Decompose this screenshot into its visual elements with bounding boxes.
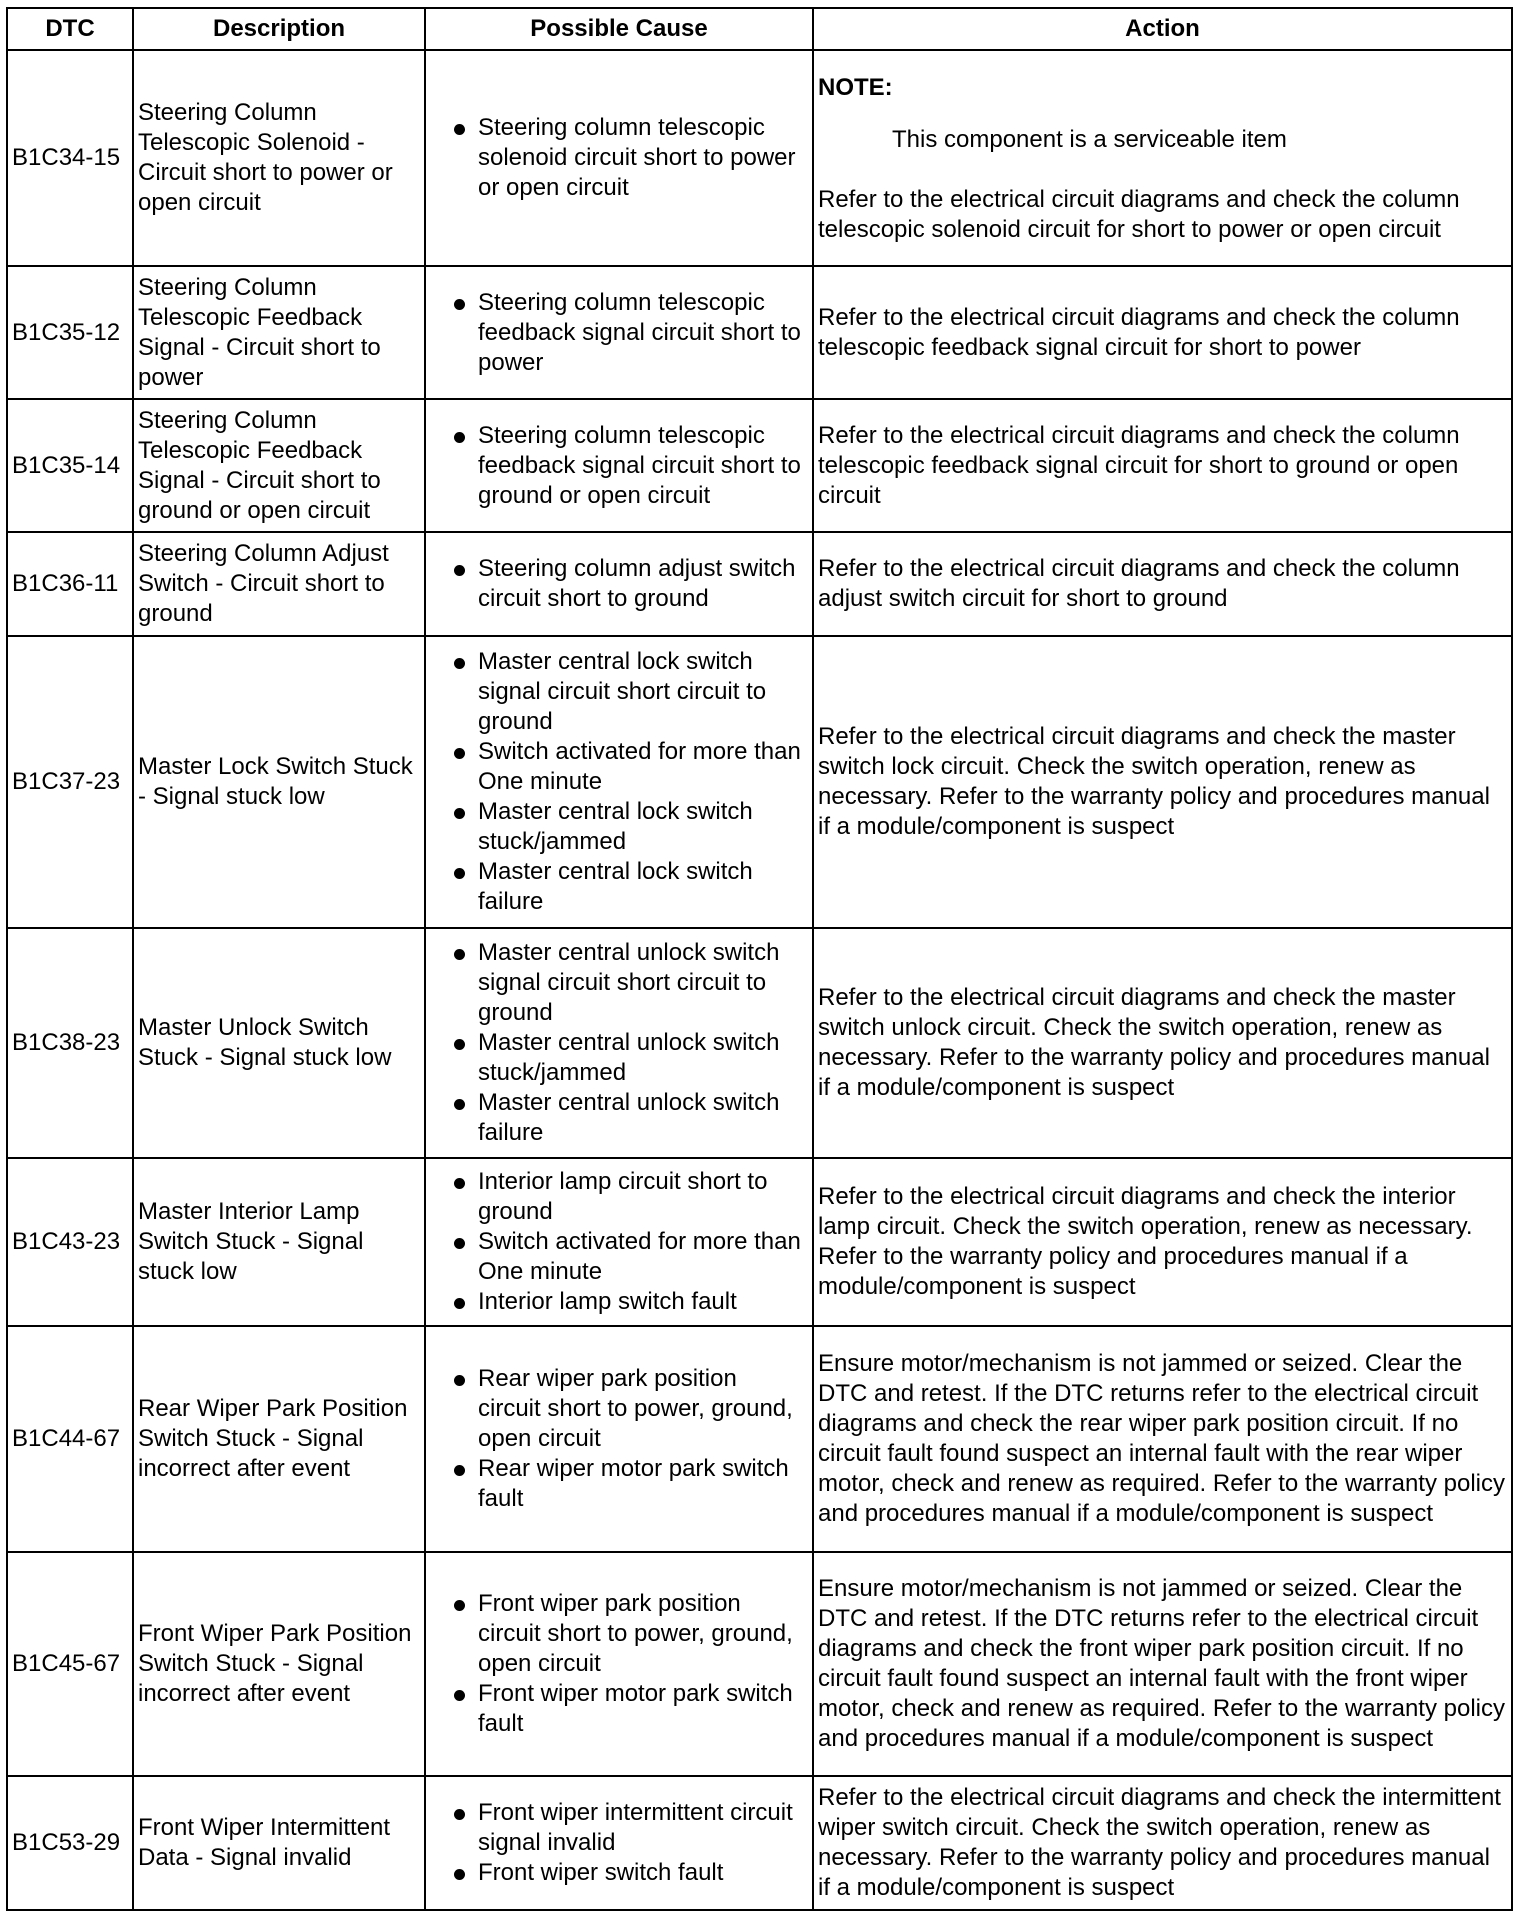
- possible-cause: [425, 266, 813, 399]
- dtc-description: Master Unlock Switch Stuck - Signal stuck low: [133, 928, 425, 1158]
- dtc-code: B1C45-67: [7, 1552, 133, 1776]
- action-text: Refer to the electrical circuit diagrams and check the column telescopic feedback signal circuit for short to power: [813, 266, 1512, 399]
- possible-cause: [425, 928, 813, 1158]
- cause-item: Rear wiper motor park switch fault: [430, 1454, 808, 1514]
- possible-cause: [425, 532, 813, 636]
- dtc-code: B1C36-11: [7, 532, 133, 636]
- bullet-icon: [454, 1869, 465, 1880]
- header-action: Action: [813, 8, 1512, 50]
- possible-cause: [425, 1326, 813, 1552]
- bullet-icon: [454, 1809, 465, 1820]
- dtc-description: Front Wiper Park Position Switch Stuck - Signal incorrect after event: [133, 1552, 425, 1776]
- dtc-table: [6, 7, 1513, 1911]
- bullet-icon: [454, 1238, 465, 1249]
- action-text: Refer to the electrical circuit diagrams and check the interior lamp circuit. Check the switch operation, renew as necessary. Refer to the warranty policy and procedures manual if a module/component is suspect: [813, 1158, 1512, 1326]
- cause-item: Front wiper park position circuit short to power, ground, open circuit: [430, 1589, 808, 1679]
- cause-item: Master central unlock switch stuck/jammed: [430, 1028, 808, 1088]
- bullet-icon: [454, 1099, 465, 1110]
- action-text: Refer to the electrical circuit diagrams and check the master switch unlock circuit. Check the switch operation, renew as necessary. Refer to the warranty policy and procedures manual if a module/component is suspect: [813, 928, 1512, 1158]
- dtc-description: Front Wiper Intermittent Data - Signal invalid: [133, 1776, 425, 1910]
- action-text: Refer to the electrical circuit diagrams and check the column adjust switch circuit for short to ground: [813, 532, 1512, 636]
- cause-item: Switch activated for more than One minute: [430, 1227, 808, 1287]
- action-text: Refer to the electrical circuit diagrams and check the column telescopic feedback signal circuit for short to ground or open circuit: [813, 399, 1512, 532]
- cause-item: Master central lock switch failure: [430, 857, 808, 917]
- dtc-description: Steering Column Telescopic Solenoid - Circuit short to power or open circuit: [133, 50, 425, 266]
- bullet-icon: [454, 868, 465, 879]
- bullet-icon: [454, 1178, 465, 1189]
- table-row: [7, 532, 1512, 636]
- dtc-description: Steering Column Adjust Switch - Circuit short to ground: [133, 532, 425, 636]
- bullet-icon: [454, 299, 465, 310]
- cause-item: Master central unlock switch signal circuit short circuit to ground: [430, 938, 808, 1028]
- bullet-icon: [454, 1600, 465, 1611]
- dtc-description: Steering Column Telescopic Feedback Signal - Circuit short to power: [133, 266, 425, 399]
- dtc-code: B1C35-14: [7, 399, 133, 532]
- table-row: [7, 399, 1512, 532]
- cause-item: Steering column telescopic feedback signal circuit short to ground or open circuit: [430, 421, 808, 511]
- action-text: Ensure motor/mechanism is not jammed or seized. Clear the DTC and retest. If the DTC returns refer to the electrical circuit diagrams and check the rear wiper park position circuit. If no circuit fault found suspect an internal fault with the rear wiper motor, check and renew as required. Refer to the warranty policy and procedures manual if a module/component is suspect: [813, 1326, 1512, 1552]
- action-text: Ensure motor/mechanism is not jammed or seized. Clear the DTC and retest. If the DTC returns refer to the electrical circuit diagrams and check the front wiper park position circuit. If no circuit fault found suspect an internal fault with the front wiper motor, check and renew as required. Refer to the warranty policy and procedures manual if a module/component is suspect: [813, 1552, 1512, 1776]
- action-body: Refer to the electrical circuit diagrams and check the column telescopic solenoid circuit for short to power or open circuit: [818, 186, 1460, 243]
- bullet-icon: [454, 1690, 465, 1701]
- bullet-icon: [454, 1298, 465, 1309]
- table-row: [7, 1326, 1512, 1552]
- bullet-icon: [454, 432, 465, 443]
- bullet-icon: [454, 565, 465, 576]
- dtc-code: B1C43-23: [7, 1158, 133, 1326]
- table-row: [7, 266, 1512, 399]
- cause-item: Master central lock switch signal circuit short circuit to ground: [430, 647, 808, 737]
- action-text: Refer to the electrical circuit diagrams and check the master switch lock circuit. Check the switch operation, renew as necessary. Refer to the warranty policy and procedures manual if a module/component is suspect: [813, 636, 1512, 928]
- dtc-description: Rear Wiper Park Position Switch Stuck - Signal incorrect after event: [133, 1326, 425, 1552]
- action-text: [813, 50, 1512, 266]
- dtc-code: B1C44-67: [7, 1326, 133, 1552]
- cause-item: Switch activated for more than One minute: [430, 737, 808, 797]
- header-dtc: DTC: [7, 8, 133, 50]
- cause-item: Front wiper intermittent circuit signal invalid: [430, 1798, 808, 1858]
- cause-item: Steering column telescopic solenoid circuit short to power or open circuit: [430, 113, 808, 203]
- action-text: Refer to the electrical circuit diagrams and check the intermittent wiper switch circuit. Check the switch operation, renew as necessary. Refer to the warranty policy and procedures manual if a module/component is suspect: [813, 1776, 1512, 1910]
- possible-cause: [425, 636, 813, 928]
- table-row: [7, 1158, 1512, 1326]
- cause-item: Rear wiper park position circuit short to power, ground, open circuit: [430, 1364, 808, 1454]
- bullet-icon: [454, 658, 465, 669]
- cause-item: Master central lock switch stuck/jammed: [430, 797, 808, 857]
- bullet-icon: [454, 1039, 465, 1050]
- table-row: [7, 1776, 1512, 1910]
- dtc-description: Master Lock Switch Stuck - Signal stuck low: [133, 636, 425, 928]
- table-row: [7, 636, 1512, 928]
- header-possible-cause: Possible Cause: [425, 8, 813, 50]
- possible-cause: [425, 1158, 813, 1326]
- bullet-icon: [454, 808, 465, 819]
- cause-item: Interior lamp circuit short to ground: [430, 1167, 808, 1227]
- bullet-icon: [454, 1465, 465, 1476]
- cause-item: Front wiper motor park switch fault: [430, 1679, 808, 1739]
- dtc-code: B1C35-12: [7, 266, 133, 399]
- cause-item: Master central unlock switch failure: [430, 1088, 808, 1148]
- cause-item: Front wiper switch fault: [430, 1858, 808, 1888]
- bullet-icon: [454, 748, 465, 759]
- table-row: [7, 928, 1512, 1158]
- header-description: Description: [133, 8, 425, 50]
- possible-cause: [425, 399, 813, 532]
- note-label: NOTE:: [818, 74, 893, 101]
- dtc-code: B1C34-15: [7, 50, 133, 266]
- dtc-description: Master Interior Lamp Switch Stuck - Signal stuck low: [133, 1158, 425, 1326]
- table-row: [7, 1552, 1512, 1776]
- cause-item: Steering column adjust switch circuit short to ground: [430, 554, 808, 614]
- dtc-code: B1C37-23: [7, 636, 133, 928]
- bullet-icon: [454, 949, 465, 960]
- possible-cause: [425, 50, 813, 266]
- header-row: [7, 8, 1512, 50]
- note-text: This component is a serviceable item: [892, 126, 1287, 153]
- cause-item: Steering column telescopic feedback signal circuit short to power: [430, 288, 808, 378]
- dtc-description: Steering Column Telescopic Feedback Signal - Circuit short to ground or open circuit: [133, 399, 425, 532]
- cause-item: Interior lamp switch fault: [430, 1287, 808, 1317]
- possible-cause: [425, 1776, 813, 1910]
- possible-cause: [425, 1552, 813, 1776]
- table-row: [7, 50, 1512, 266]
- bullet-icon: [454, 124, 465, 135]
- bullet-icon: [454, 1375, 465, 1386]
- dtc-code: B1C38-23: [7, 928, 133, 1158]
- dtc-code: B1C53-29: [7, 1776, 133, 1910]
